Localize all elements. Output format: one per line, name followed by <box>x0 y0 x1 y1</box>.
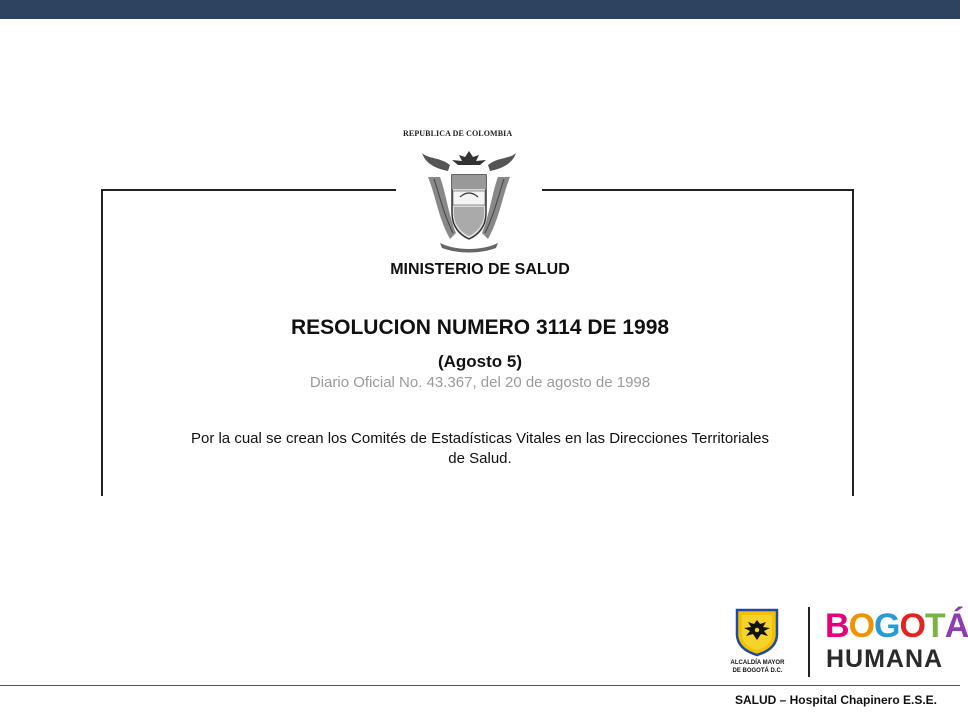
bogota-letter: G <box>874 607 900 645</box>
ministry-name: MINISTERIO DE SALUD <box>390 261 570 278</box>
bogota-letter: B <box>825 607 849 645</box>
footer-rule <box>0 685 960 686</box>
alcaldia-line: DE BOGOTÁ D.C. <box>732 668 783 674</box>
bogota-letter: O <box>899 607 925 645</box>
gazette-reference: Diario Oficial No. 43.367, del 20 de agosto de 1998 <box>309 374 651 391</box>
description-line: Por la cual se crean los Comités de Estadísticas Vitales en las Direcciones Territoriales <box>190 430 770 447</box>
humana-wordmark: HUMANA <box>826 645 944 673</box>
resolution-title: RESOLUCION NUMERO 3114 DE 1998 <box>290 316 670 339</box>
resolution-date: (Agosto 5) <box>437 352 523 371</box>
footer-text: SALUD – Hospital Chapinero E.S.E. <box>734 693 937 707</box>
logo-divider <box>808 607 810 677</box>
bogota-letter: Á <box>944 607 968 645</box>
description-line: de Salud. <box>448 450 512 467</box>
logo-area <box>705 605 968 680</box>
resolution-description <box>130 429 830 469</box>
colombia-coat-of-arms-icon <box>420 147 518 253</box>
alcaldia-label <box>710 659 805 675</box>
bogota-letter: T <box>924 607 945 645</box>
alcaldia-line: ALCALDÍA MAYOR <box>730 660 785 666</box>
bogota-wordmark <box>825 607 968 645</box>
government-header: REPUBLICA DE COLOMBIA <box>403 129 513 138</box>
bogota-letter: O <box>848 607 875 645</box>
bogota-crest-icon <box>735 608 779 656</box>
